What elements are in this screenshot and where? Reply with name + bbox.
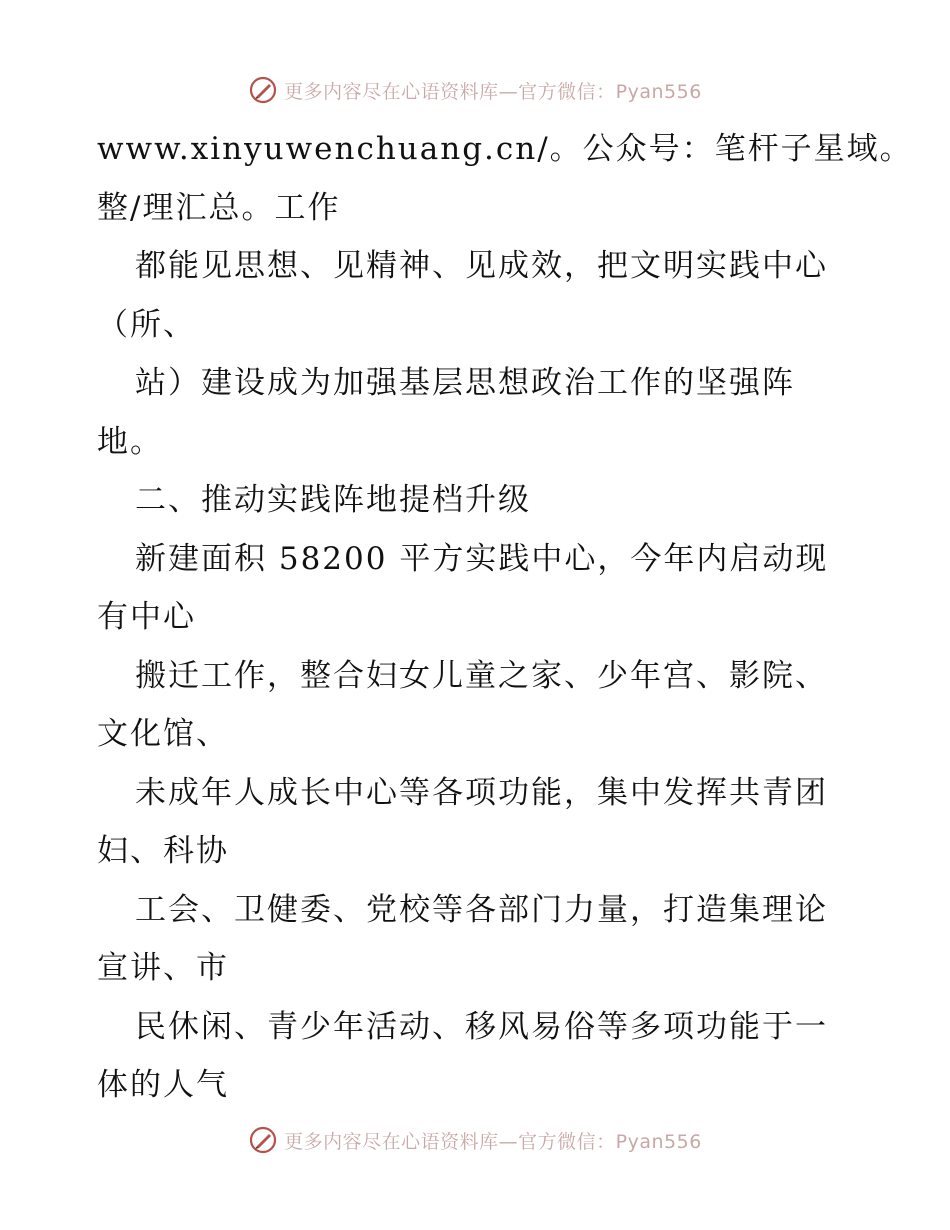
pen-seal-icon: [248, 1125, 278, 1155]
footer-banner: [0, 1120, 950, 1160]
header-banner: [0, 70, 950, 110]
text-line: 民休闲、青少年活动、移风易俗等多项功能于一: [135, 1008, 828, 1045]
text-line: 搬迁工作，整合妇女儿童之家、少年宫、影院、: [135, 657, 828, 694]
text-line: 整/理汇总。工作: [97, 189, 341, 226]
text-line: 站）建设成为加强基层思想政治工作的坚强阵: [135, 365, 795, 401]
text-line: 都能见思想、见精神、见成效，把文明实践中心: [135, 248, 828, 284]
pen-seal-icon: [248, 75, 278, 105]
text-line: 文化馆、: [97, 716, 229, 752]
text-line: （所、: [97, 306, 196, 343]
document-body: [97, 120, 913, 1115]
text-line: 新建面积 58200 平方实践中心，今年内启动现: [135, 540, 829, 577]
footer-banner-text: 更多内容尽在心语资料库—官方微信：Pyan556: [284, 1130, 702, 1153]
section-heading: 二、推动实践阵地提档升级: [135, 482, 531, 518]
text-line: 未成年人成长中心等各项功能，集中发挥共青团: [135, 774, 828, 811]
text-line: 体的人气: [97, 1067, 229, 1103]
text-line: 有中心: [97, 599, 196, 635]
text-line: 宣讲、市: [97, 950, 229, 986]
text-line: 妇、科协: [97, 833, 229, 869]
text-line: 地。: [97, 423, 163, 460]
text-line: 工会、卫健委、党校等各部门力量，打造集理论: [135, 891, 828, 928]
text-line: www.xinyuwenchuang.cn/。公众号：笔杆子星域。: [97, 131, 913, 167]
header-banner-text: 更多内容尽在心语资料库—官方微信：Pyan556: [284, 80, 702, 103]
